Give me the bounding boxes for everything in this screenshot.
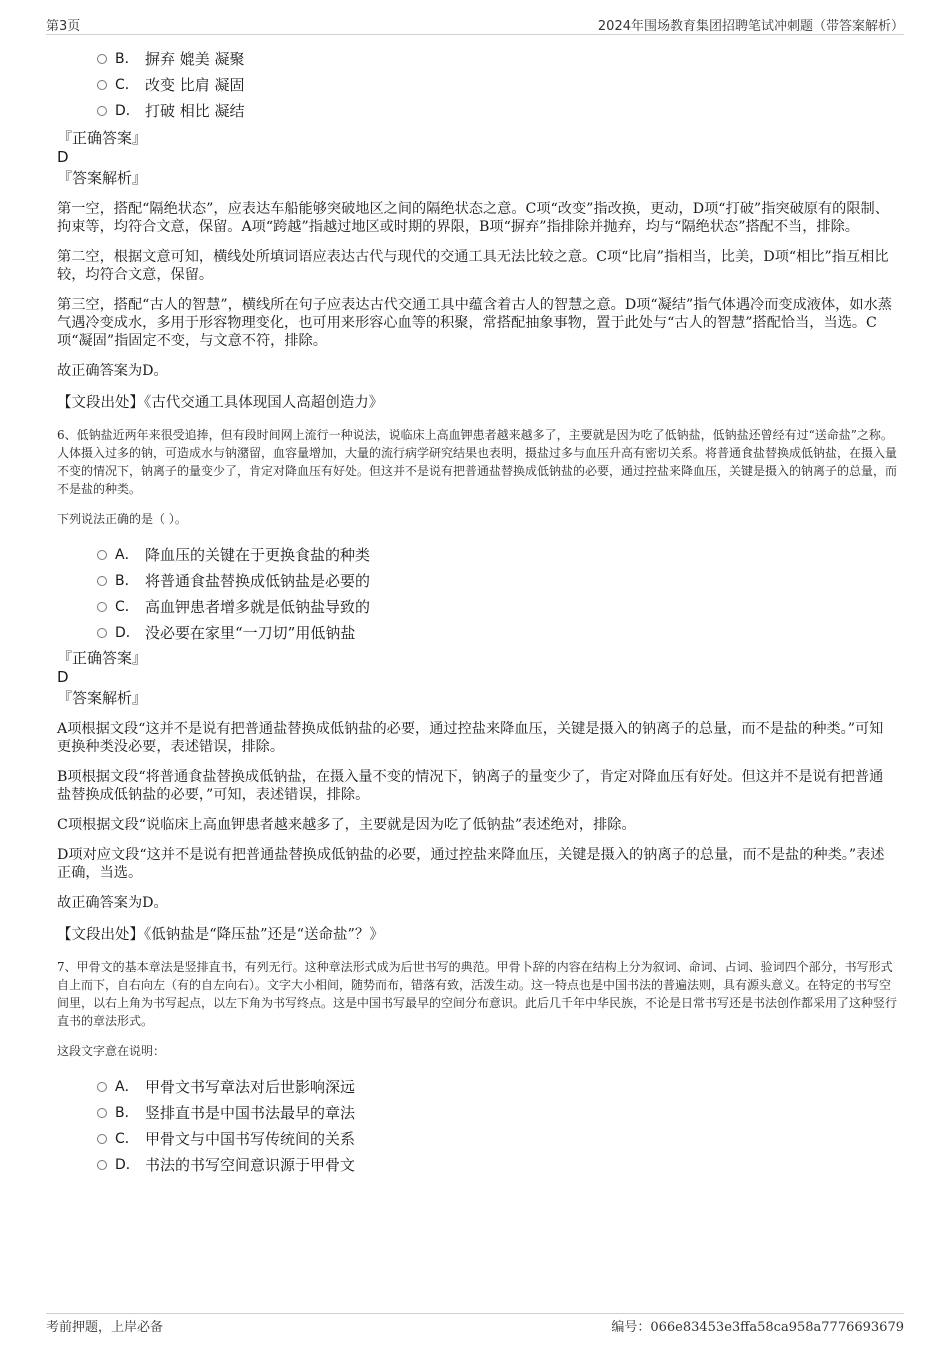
radio-icon[interactable] (97, 1160, 107, 1170)
page-content (57, 46, 897, 1178)
q5-option-b[interactable]: B． 摒弃 媲美 凝聚 (57, 46, 897, 72)
radio-icon[interactable] (97, 106, 107, 116)
q6-analysis-label: 『答案解析』 (57, 689, 148, 707)
q5-option-c[interactable]: C． 改变 比肩 凝固 (57, 72, 897, 98)
q5-analysis-label: 『答案解析』 (57, 169, 148, 187)
q6-analysis-para: D项对应文段“这并不是说有把普通盐替换成低钠盐的必要，通过控盐来降血压，关键是摄入的钠离子的总量，而不是盐的种类。”表述正确，当选。 (57, 847, 885, 881)
q6-analysis-para: C项根据文段“说临床上高血钾患者越来越多了，主要就是因为吃了低钠盐”表述绝对，排除。 (57, 817, 636, 833)
q5-answer-label: 『正确答案』 (57, 129, 148, 147)
q7-stem: 7、甲骨文的基本章法是竖排直书，有列无行。这种章法形式成为后世书写的典范。甲骨卜辞的内容在结构上分为叙词、命词、占词、验词四个部分，书写形式自上而下，自右向左（有的自左向右）。文字大小相间，随势而布，错落有致，活泼生动。这一特点也是中国书法的普遍法则，具有源头意义。在特定的书写空间里，以右上角为书写起点，以左下角为书写终点。这是中国书写最早的空间分布意识。此后几千年中华民族，不论是日常书写还是书法创作都采用了这种竖行直书的章法形式。 (57, 960, 898, 1028)
q6-source: 【文段出处】《低钠盐是“降压盐”还是“送命盐”？》 (57, 927, 384, 943)
radio-icon[interactable] (97, 54, 107, 64)
document-title: 2024年围场教育集团招聘笔试冲刺题（带答案解析） (597, 19, 904, 34)
radio-icon[interactable] (97, 550, 107, 560)
q5-analysis-conclusion: 故正确答案为D。 (57, 363, 168, 379)
q6-analysis-para: B项根据文段“将普通食盐替换成低钠盐，在摄入量不变的情况下，钠离子的量变少了，肯定对降血压有好处。但这并不是说有把普通盐替换成低钠盐的必要，”可知，表述错误，排除。 (57, 769, 884, 803)
document-id: 编号：066e83453e3ffa58ca958a7776693679 (611, 1320, 904, 1335)
q6-prompt: 下列说法正确的是（ ）。 (57, 512, 187, 526)
radio-icon[interactable] (97, 602, 107, 612)
q7-option-b[interactable]: B． 竖排直书是中国书法最早的章法 (57, 1100, 897, 1126)
page-footer (46, 1313, 904, 1340)
q6-option-a[interactable]: A． 降血压的关键在于更换食盐的种类 (57, 542, 897, 568)
q6-option-b[interactable]: B． 将普通食盐替换成低钠盐是必要的 (57, 568, 897, 594)
radio-icon[interactable] (97, 576, 107, 586)
radio-icon[interactable] (97, 1108, 107, 1118)
q6-answer: D (57, 668, 69, 686)
radio-icon[interactable] (97, 80, 107, 90)
q6-answer-label: 『正确答案』 (57, 649, 148, 667)
q5-analysis-para: 第二空，根据文意可知，横线处所填词语应表达古代与现代的交通工具无法比较之意。C项“比肩”指相当，比美，D项“相比”指互相比较，均符合文意，保留。 (57, 249, 889, 283)
q5-analysis-para: 第三空，搭配“古人的智慧”，横线所在句子应表达古代交通工具中蕴含着古人的智慧之意。D项“凝结”指气体遇冷而变成液体，如水蒸气遇冷变成水，多用于形容物理变化，也可用来形容心血等的积聚，常搭配抽象事物，置于此处与“古人的智慧”搭配恰当，当选。C项“凝固”指固定不变，与文意不符，排除。 (57, 297, 892, 349)
q7-option-a[interactable]: A． 甲骨文书写章法对后世影响深远 (57, 1074, 897, 1100)
q6-stem: 6、低钠盐近两年来很受追捧，但有段时间网上流行一种说法，说临床上高血钾患者越来越多了，主要就是因为吃了低钠盐，低钠盐还曾经有过“送命盐”之称。人体摄入过多的钠，可造成水与钠潴留，血容量增加，大量的流行病学研究结果也表明，摄盐过多与血压升高有密切关系。将普通食盐替换成低钠盐，在摄入量不变的情况下，钠离子的量变少了，肯定对降血压有好处。但这并不是说有把普通盐替换成低钠盐的必要，通过控盐来降血压，关键是摄入的钠离子的总量，而不是盐的种类。 (57, 428, 898, 496)
q6-options (57, 542, 897, 646)
q7-option-c[interactable]: C． 甲骨文与中国书写传统间的关系 (57, 1126, 897, 1152)
q6-option-c[interactable]: C． 高血钾患者增多就是低钠盐导致的 (57, 594, 897, 620)
q7-option-d[interactable]: D． 书法的书写空间意识源于甲骨文 (57, 1152, 897, 1178)
q6-option-d[interactable]: D． 没必要在家里“一刀切”用低钠盐 (57, 620, 897, 646)
radio-icon[interactable] (97, 1134, 107, 1144)
q5-analysis-para: 第一空，搭配“隔绝状态”，应表达车船能够突破地区之间的隔绝状态之意。C项“改变”指改换，更动，D项“打破”指突破原有的限制、拘束等，均符合文意，保留。A项“跨越”指越过地区或时期的界限，B项“摒弃”指排除并抛弃，均与“隔绝状态”搭配不当，排除。 (57, 201, 889, 235)
q5-options (57, 46, 897, 124)
q5-answer: D (57, 148, 69, 166)
q6-analysis-para: A项根据文段“这并不是说有把普通盐替换成低钠盐的必要，通过控盐来降血压，关键是摄入的钠离子的总量，而不是盐的种类。”可知更换种类没必要，表述错误，排除。 (57, 721, 884, 755)
radio-icon[interactable] (97, 628, 107, 638)
q7-prompt: 这段文字意在说明： (57, 1044, 166, 1058)
page-header (46, 12, 904, 35)
footer-slogan: 考前押题，上岸必备 (46, 1320, 164, 1335)
page-number: 第3页 (46, 19, 81, 34)
q5-source: 【文段出处】《古代交通工具体现国人高超创造力》 (57, 395, 384, 411)
q6-analysis-conclusion: 故正确答案为D。 (57, 895, 168, 911)
radio-icon[interactable] (97, 1082, 107, 1092)
q7-options (57, 1074, 897, 1178)
q5-option-d[interactable]: D． 打破 相比 凝结 (57, 98, 897, 124)
